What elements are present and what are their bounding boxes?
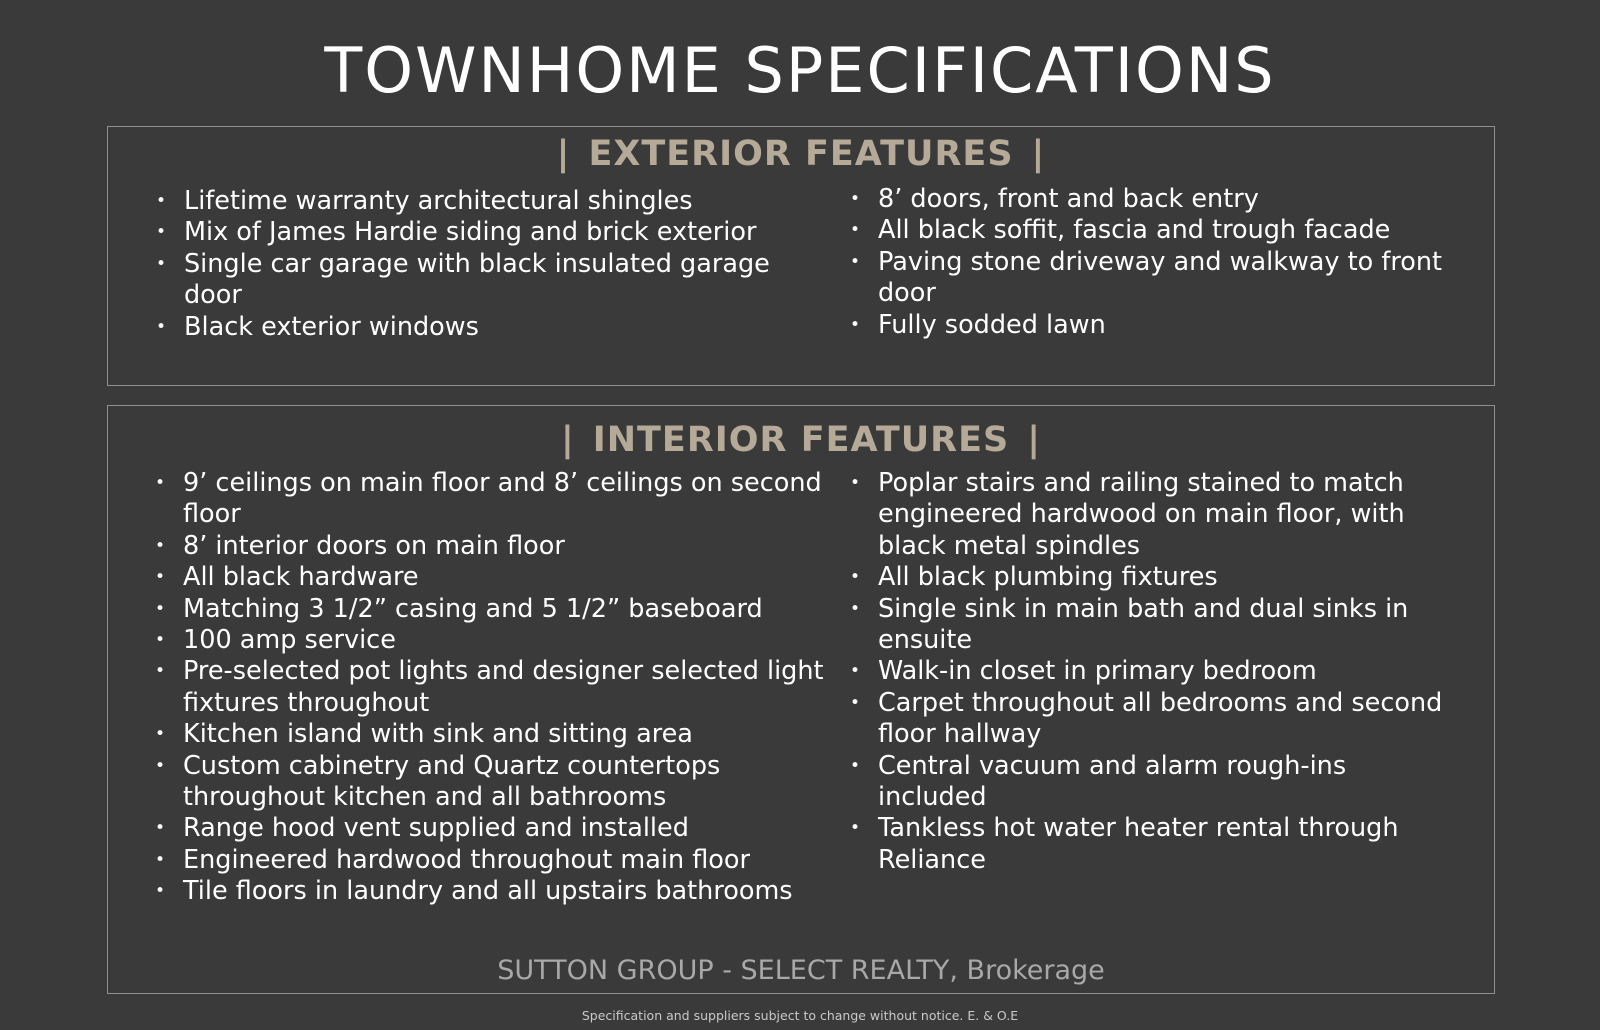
feature-list-item: • Pre-selected pot lights and designer selected light fixtures throughout (155, 656, 835, 719)
exterior-features-heading (108, 132, 1494, 176)
feature-list-item: • Kitchen island with sink and sitting area (155, 719, 835, 750)
feature-list-item: • All black soffit, fascia and trough facade (850, 215, 1470, 246)
feature-list-item: • Lifetime warranty architectural shingles (156, 186, 806, 217)
interior-heading-label: INTERIOR FEATURES (592, 420, 1010, 460)
heading-divider: | (1031, 134, 1046, 174)
disclaimer-text: Specification and suppliers subject to change without notice. E. & O.E (581, 1008, 1019, 1023)
interior-features-panel (107, 405, 1495, 994)
feature-list-item: • Paving stone driveway and walkway to front door (850, 247, 1470, 310)
brokerage-name: SUTTON GROUP - SELECT REALTY, Brokerage (497, 955, 1105, 986)
interior-features-left-list (155, 468, 835, 908)
feature-list-item: • Engineered hardwood throughout main floor (155, 845, 835, 876)
feature-list-item: • Custom cabinetry and Quartz countertops throughout kitchen and all bathrooms (155, 751, 835, 814)
feature-list-item: • Mix of James Hardie siding and brick exterior (156, 217, 806, 248)
feature-list-item: • Carpet throughout all bedrooms and second floor hallway (850, 688, 1450, 751)
page-title: TOWNHOME SPECIFICATIONS (324, 34, 1276, 107)
feature-list-item: • Tankless hot water heater rental through Reliance (850, 813, 1450, 876)
feature-list-item: • 8’ doors, front and back entry (850, 184, 1470, 215)
feature-list-item: • Single sink in main bath and dual sinks in ensuite (850, 594, 1450, 657)
interior-features-right-list (850, 468, 1450, 876)
feature-list-item: • Walk-in closet in primary bedroom (850, 656, 1450, 687)
exterior-features-right-list (850, 184, 1470, 341)
feature-list-item: • 100 amp service (155, 625, 835, 656)
feature-list-item: • All black hardware (155, 562, 835, 593)
feature-list-item: • All black plumbing fixtures (850, 562, 1450, 593)
feature-list-item: • Fully sodded lawn (850, 310, 1470, 341)
feature-list-item: • Poplar stairs and railing stained to match engineered hardwood on main floor, with black metal spindles (850, 468, 1450, 562)
feature-list-item: • Single car garage with black insulated garage door (156, 249, 806, 312)
feature-list-item: • Range hood vent supplied and installed (155, 813, 835, 844)
exterior-heading-label: EXTERIOR FEATURES (588, 134, 1014, 174)
heading-divider: | (556, 134, 571, 174)
feature-list-item: • Central vacuum and alarm rough-ins included (850, 751, 1450, 814)
heading-divider: | (560, 420, 575, 460)
interior-features-heading (108, 418, 1494, 462)
feature-list-item: • Matching 3 1/2” casing and 5 1/2” baseboard (155, 594, 835, 625)
feature-list-item: • Tile floors in laundry and all upstairs bathrooms (155, 876, 835, 907)
exterior-features-panel (107, 126, 1495, 386)
feature-list-item: • 8’ interior doors on main floor (155, 531, 835, 562)
feature-list-item: • Black exterior windows (156, 312, 806, 343)
feature-list-item: • 9’ ceilings on main floor and 8’ ceilings on second floor (155, 468, 835, 531)
heading-divider: | (1027, 420, 1042, 460)
exterior-features-left-list (156, 186, 806, 343)
